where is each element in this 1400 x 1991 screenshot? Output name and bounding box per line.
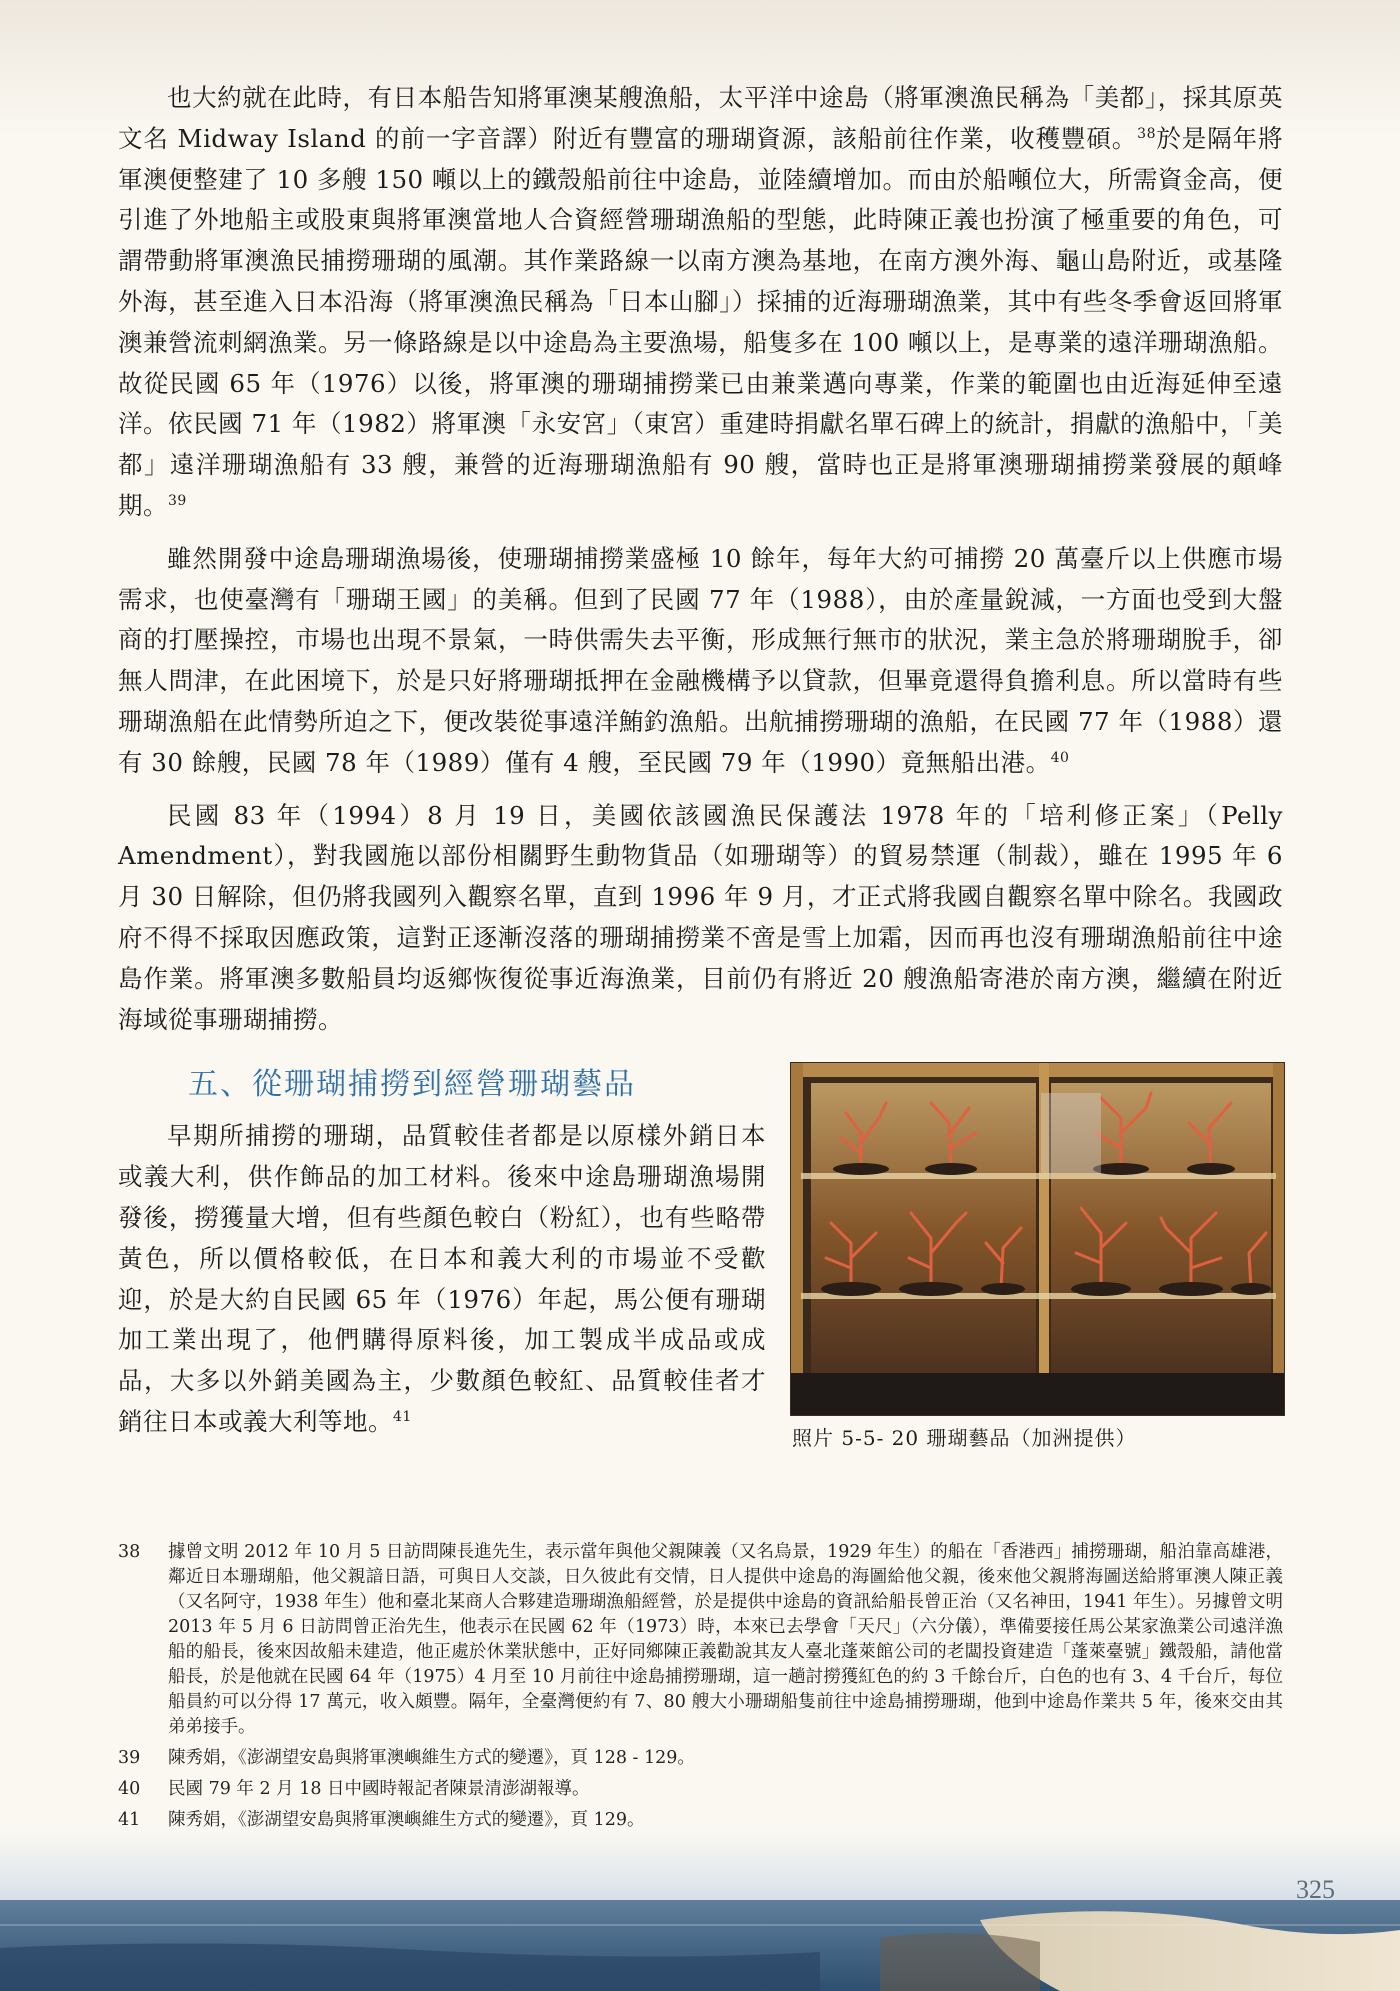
seascape-illustration	[0, 1830, 1400, 1991]
footnote-text: 據曾文明 2012 年 10 月 5 日訪問陳長進先生，表示當年與他父親陳義（又名烏景，1929 年生）的船在「香港西」捕撈珊瑚，船泊靠高雄港，鄰近日本珊瑚船，他父親諳日語，可與日人交談，日久彼此有交情，日人提供中途島的海圖給他父親，後來他父親將海圖送給將軍澳人陳正義（又名阿守，1938 年生）他和臺北某商人合夥建造珊瑚漁船經營，於是提供中途島的資訊給船長曾正治（又名神田，1941 年生）。另據曾文明 2013 年 5 月 6 日訪問曾正治先生，他表示在民國 62 年（1973）時，本來已去學會「天尺」（六分儀），準備要接任馬公某家漁業公司遠洋漁船的船長，後來因故船未建造，他正處於休業狀態中，正好同鄉陳正義勸說其友人臺北蓬萊館公司的老闆投資建造「蓬萊臺號」鐵殼船，請他當船長，於是他就在民國 64 年（1975）4 月至 10 月前往中途島捕撈珊瑚，這一趟討撈獲紅色的約 3 千餘台斤，白色的也有 3、4 千台斤，每位船員約可以分得 17 萬元，收入頗豐。隔年，全臺灣便約有 7、80 艘大小珊瑚船隻前往中途島捕撈珊瑚，他到中途島作業共 5 年，後來交由其弟弟接手。	[168, 1542, 1283, 1737]
footnote-text: 陳秀娟，《澎湖望安島與將軍澳嶼維生方式的變遷》，頁 129。	[168, 1810, 645, 1830]
paragraph-1-text-a: 也大約就在此時，有日本船告知將軍澳某艘漁船，太平洋中途島（將軍澳漁民稱為「美都」，採其原英文名 Midway Island 的前一字音譯）附近有豐富的珊瑚資源，該船前往作業，收穫豐碩。	[118, 83, 1283, 153]
page-number: 325	[1296, 1875, 1335, 1904]
coral-display-illustration	[791, 1063, 1284, 1415]
paragraph-2	[118, 539, 1283, 784]
footnote-ref-40: 40	[1050, 749, 1070, 766]
footnote-ref-41: 41	[393, 1408, 412, 1425]
section-paragraph-text: 早期所捕撈的珊瑚，品質較佳者都是以原樣外銷日本或義大利，供作飾品的加工材料。後來中途島珊瑚漁場開發後，撈獲量大增，但有些顏色較白（粉紅），也有些略帶黃色，所以價格較低，在日本和義大利的市場並不受歡迎，於是大約自民國 65 年（1976）年起，馬公便有珊瑚加工業出現了，他們購得原料後，加工製成半成品或成品，大多以外銷美國為主，少數顏色較紅、品質較佳者才銷往日本或義大利等地。	[118, 1121, 766, 1436]
footnote-number: 40	[118, 1779, 141, 1799]
footnote-number: 39	[118, 1748, 141, 1768]
paragraph-1	[118, 78, 1283, 527]
footnote-ref-39: 39	[168, 492, 187, 509]
paragraph-3-text: 民國 83 年（1994）8 月 19 日，美國依該國漁民保護法 1978 年的「培利修正案」（Pelly Amendment），對我國施以部份相關野生動物貨品（如珊瑚等）的貿易禁運（制裁），雖在 1995 年 6 月 30 日解除，但仍將我國列入觀察名單，直到 1996 年 9 月，才正式將我國自觀察名單中除名。我國政府不得不採取因應政策，這對正逐漸沒落的珊瑚捕撈業不啻是雪上加霜，因而再也沒有珊瑚漁船前往中途島作業。將軍澳多數船員均返鄉恢復從事近海漁業，目前仍有將近 20 艘漁船寄港於南方澳，繼續在附近海域從事珊瑚捕撈。	[118, 800, 1283, 1034]
paragraph-1-text-b: 於是隔年將軍澳便整建了 10 多艘 150 噸以上的鐵殼船前往中途島，並陸續增加。而由於船噸位大，所需資金高，便引進了外地船主或股東與將軍澳當地人合資經營珊瑚漁船的型態，此時陳正義也扮演了極重要的角色，可謂帶動將軍澳漁民捕撈珊瑚的風潮。其作業路線一以南方澳為基地，在南方澳外海、龜山島附近，或基隆外海，甚至進入日本沿海（將軍澳漁民稱為「日本山腳」）採捕的近海珊瑚漁業，其中有些冬季會返回將軍澳兼營流刺網漁業。另一條路線是以中途島為主要漁場，船隻多在 100 噸以上，是專業的遠洋珊瑚漁船。故從民國 65 年（1976）以後，將軍澳的珊瑚捕撈業已由兼業邁向專業，作業的範圍也由近海延伸至遠洋。依民國 71 年（1982）將軍澳「永安宮」（東宮）重建時捐獻名單石碑上的統計，捐獻的漁船中，「美都」遠洋珊瑚漁船有 33 艘，兼營的近海珊瑚漁船有 90 艘，當時也正是將軍澳珊瑚捕撈業發展的顛峰期。	[118, 123, 1283, 520]
paragraph-3	[118, 796, 1283, 1041]
section-five	[118, 1062, 1283, 1472]
footnote-38	[118, 1540, 1283, 1740]
footnote-ref-38: 38	[1137, 125, 1156, 142]
seascape-footer-image	[0, 1830, 1400, 1991]
footnote-text: 陳秀娟，《澎湖望安島與將軍澳嶼維生方式的變遷》，頁 128 - 129。	[168, 1748, 695, 1768]
paragraph-2-text: 雖然開發中途島珊瑚漁場後，使珊瑚捕撈業盛極 10 餘年，每年大約可捕撈 20 萬臺斤以上供應市場需求，也使臺灣有「珊瑚王國」的美稱。但到了民國 77 年（1988），由於產量銳減，一方面也受到大盤商的打壓操控，市場也出現不景氣，一時供需失去平衡，形成無行無市的狀況，業主急於將珊瑚脫手，卻無人問津，在此困境下，於是只好將珊瑚抵押在金融機構予以貸款，但畢竟還得負擔利息。所以當時有些珊瑚漁船在此情勢所迫之下，便改裝從事遠洋鮪釣漁船。出航捕撈珊瑚的漁船，在民國 77 年（1988）還有 30 餘艘，民國 78 年（1989）僅有 4 艘，至民國 79 年（1990）竟無船出港。	[118, 543, 1283, 777]
coral-display-photo	[790, 1062, 1285, 1416]
section-five-text-column	[118, 1062, 766, 1442]
footnote-number: 41	[118, 1810, 141, 1830]
section-paragraph	[118, 1116, 766, 1442]
footnotes	[118, 1540, 1283, 1839]
photo-caption: 照片 5-5- 20 珊瑚藝品（加洲提供）	[792, 1426, 1137, 1451]
section-heading: 五、從珊瑚捕撈到經營珊瑚藝品	[188, 1067, 636, 1103]
footnote-39	[118, 1746, 1283, 1771]
footnote-number: 38	[118, 1542, 141, 1562]
page-body	[118, 78, 1283, 1472]
footnote-40	[118, 1777, 1283, 1802]
footnote-text: 民國 79 年 2 月 18 日中國時報記者陳景清澎湖報導。	[168, 1779, 590, 1799]
